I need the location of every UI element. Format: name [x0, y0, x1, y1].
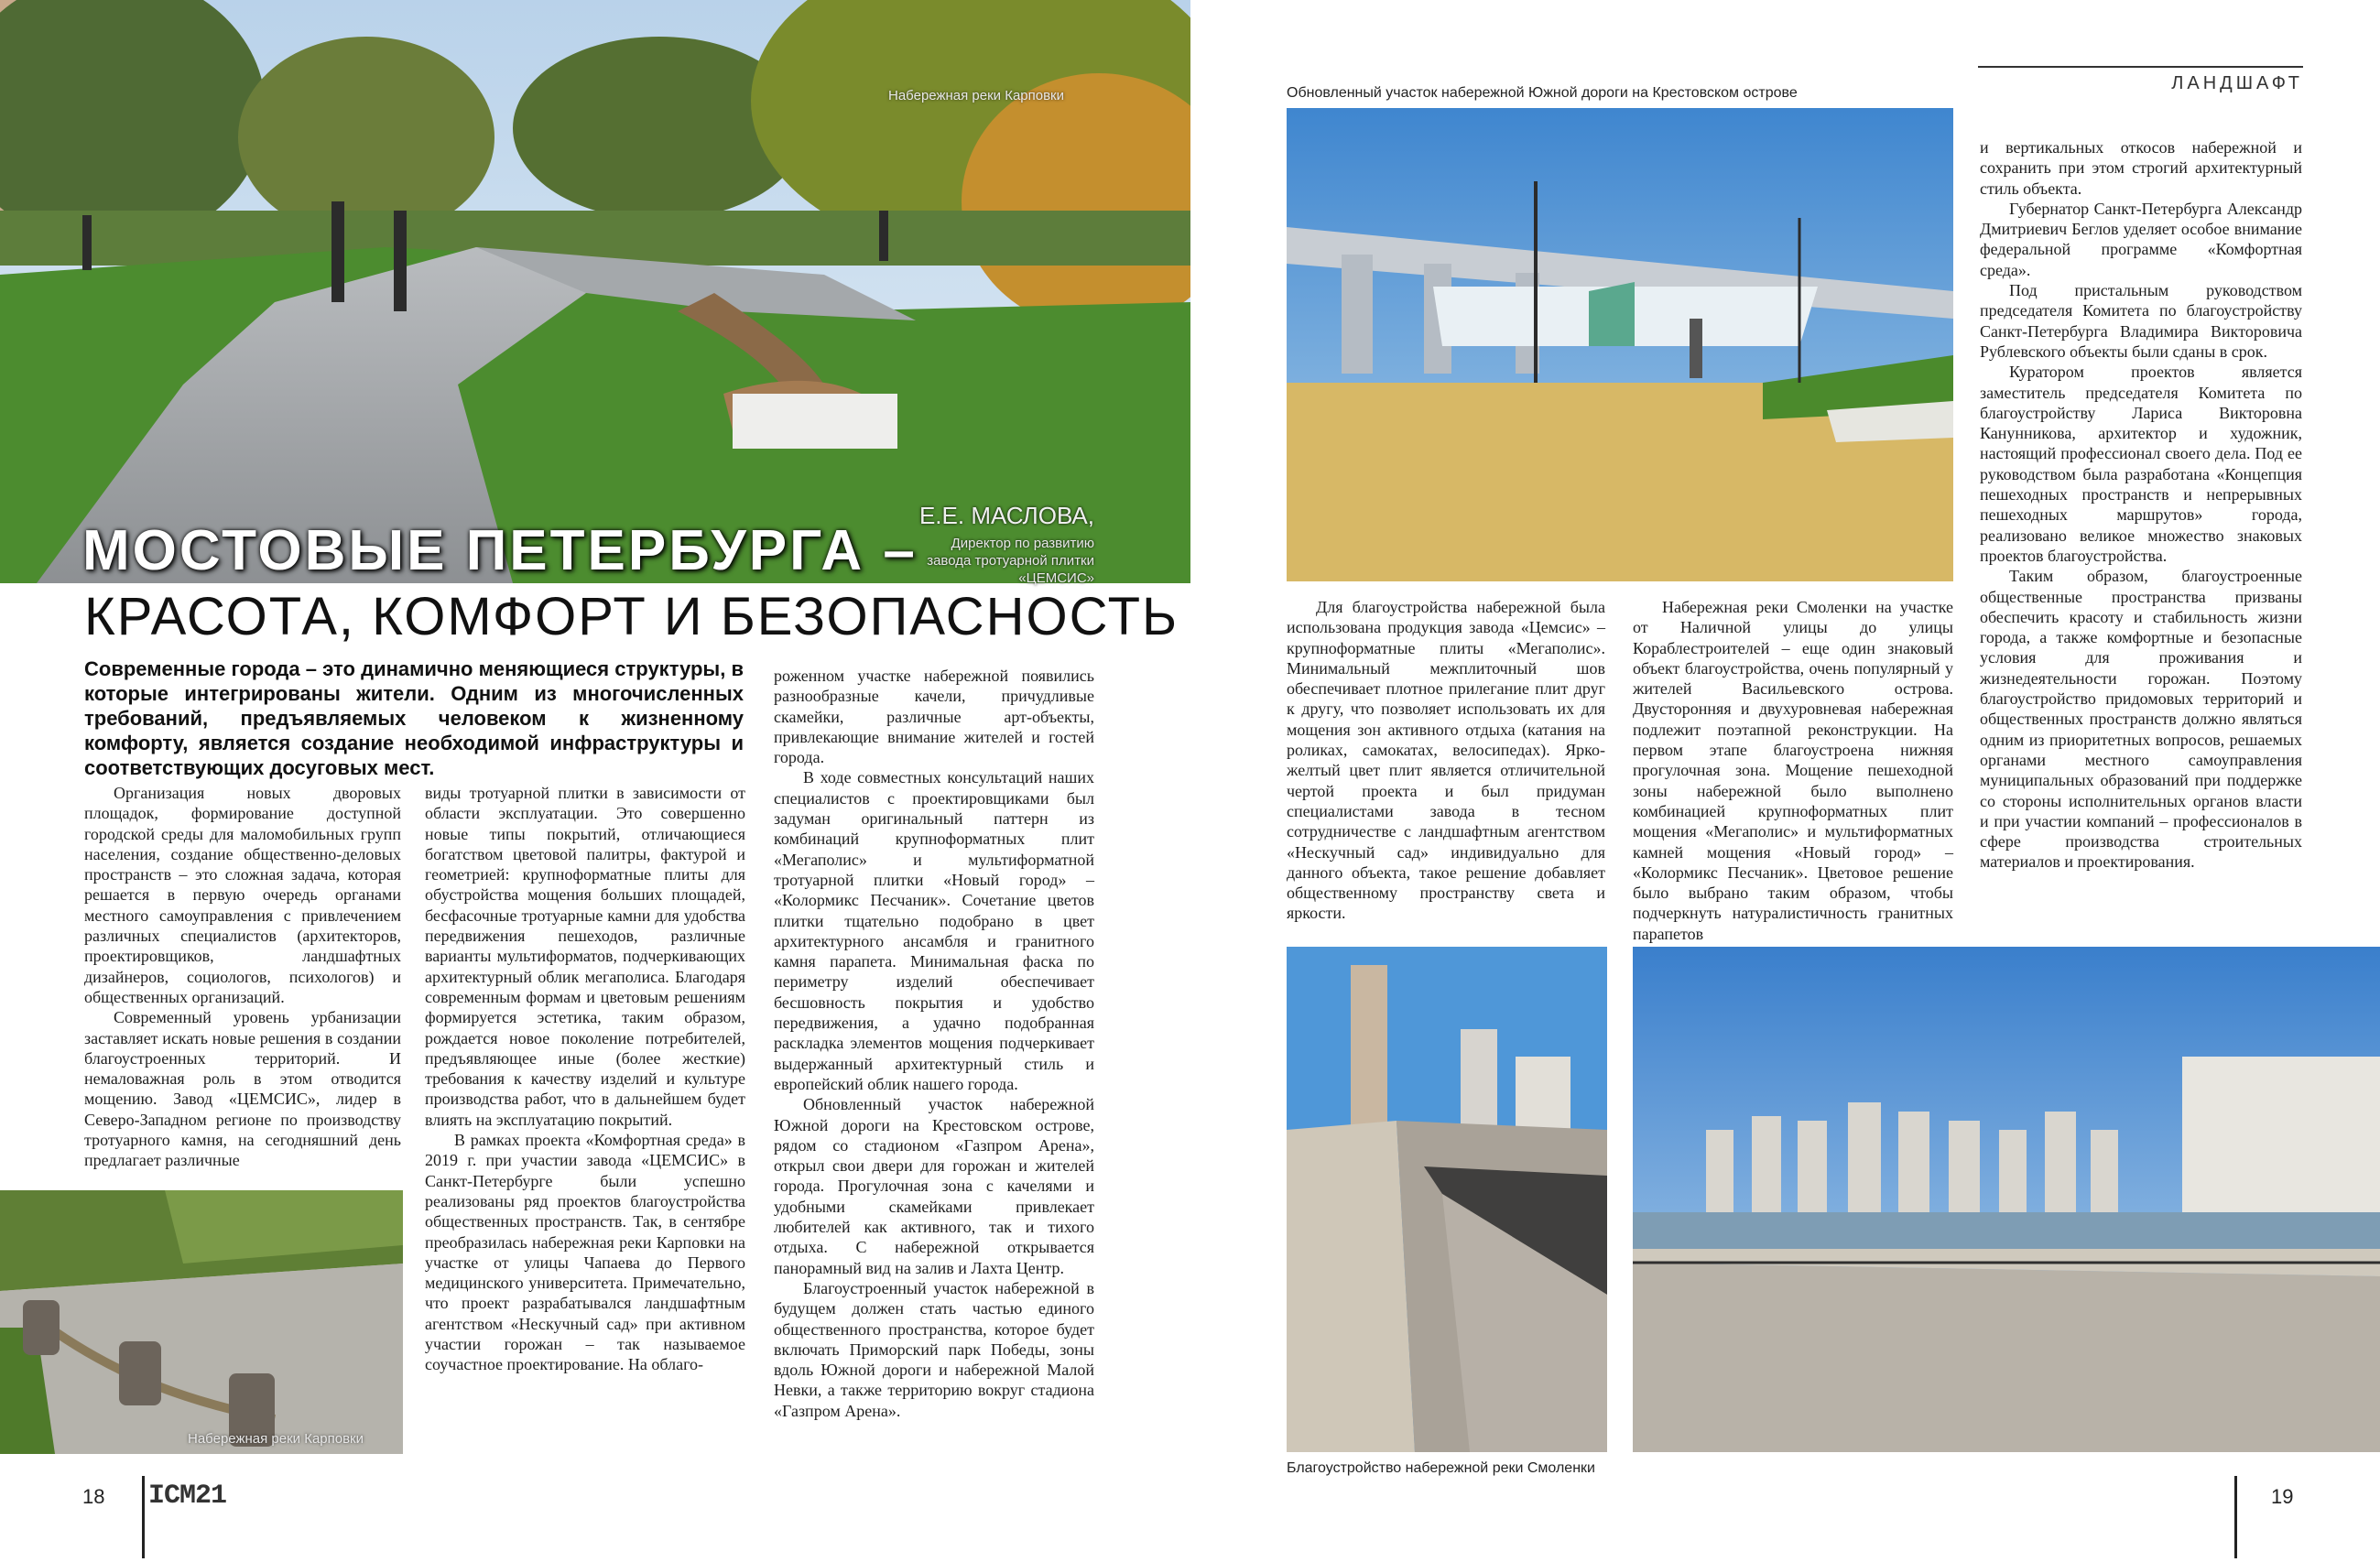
- paragraph: В ходе совместных консультаций наших специалистов с проектировщиками был задуман оригинальный паттерн из комбинаций крупноформатных плит «Мегаполис» и мультиформатной тротуарной плитки «Новый город» – «Колормикс Песчаник». Сочетание цветов плитки тщательно подобрано в цвет архитектурного ансамбля и гранитного камня парапета. Минимальная фаска по периметру изделий обеспечивает бесшовность покрытия и удобство передвижения, а удачно подобранная раскладка элементов мощения подчеркивает выдержанный архитектурный стиль и европейский облик нашего города.: [774, 768, 1094, 1093]
- smolenka-1-image: [1287, 947, 1607, 1452]
- article-title-line2: КРАСОТА, КОМФОРТ И БЕЗОПАСНОСТЬ: [84, 587, 1179, 646]
- smolenka-2-image: [1633, 947, 2380, 1452]
- paragraph: Таким образом, благоустроенные общественные пространства призваны обеспечить красоту и стабильность жизни города, а также комфортные и безопасные условия для проживания и жизнедеятельности горожан. Поэтому благоустройство придомовых территорий и общественных пространств должно являться одним из приоритетных вопросов, решаемых органами местного самоуправления муниципальных образований при поддержке со стороны исполнительных органов власти и при участии компаний – профессионалов в сфере производства строительных материалов и проектирования.: [1980, 567, 2302, 872]
- hero-photo-caption: Набережная реки Карповки: [888, 88, 1064, 103]
- article-title-line1: МОСТОВЫЕ ПЕТЕРБУРГА –: [82, 519, 918, 582]
- author-role: Директор по развитию завода тротуарной плитки «ЦЕМСИС»: [927, 536, 1094, 586]
- article-lead: Современные города – это динамично меняющиеся структуры, в которые интегрированы жители. Одним из многочисленных требований, предъявляемых человеком к жизненному комфорту, является создание необходимой инфраструктуры и соответствующих досуговых мест.: [84, 657, 744, 779]
- paragraph: Набережная реки Смоленки на участке от Наличной улицы до улицы Кораблестроителей – еще один знаковый объект благоустройства, очень популярный у жителей Васильевского острова. Двусторонняя и двухуровневая набережная подлежит поэтапной реконструкции. На первом этапе благоустроена нижняя прогулочная зона. Мощение пешеходной зоны набережной было выполнено комбинацией крупноформатных плит мощения «Мегаполис» и мультиформатных камней мощения «Новый город» – «Колормикс Песчаник». Цветовое решение было выбрано таким образом, чтобы подчеркнуть натуралистичность гранитных парапетов: [1633, 598, 1953, 943]
- paragraph: В рамках проекта «Комфортная среда» в 2019 г. при участии завода «ЦЕМСИС» в Санкт-Петербурге были успешно реализованы ряд проектов благоустройства общественных пространств. Так, в сентябре преобразилась набережная реки Карповки на участке от улицы Чапаева до Первого медицинского университета. Примечательно, что проект разрабатывался ландшафтным агентством «Нескучный сад» при активном участии горожан – так называемое соучастное проектирование. На облаго-: [425, 1131, 745, 1374]
- photo-bollards: [0, 1190, 403, 1454]
- paragraph: и вертикальных откосов набережной и сохранить при этом строгий архитектурный стиль объекта.: [1980, 138, 2302, 198]
- left-column-2: [425, 783, 745, 1375]
- paragraph: Куратором проектов является заместитель председателя Комитета по благоустройству Лариса Викторовна Канунникова, архитектор и художник, настоящий профессионал своего дела. Под ее руководством была разработана «Концепция пешеходных пространств и непрерывных пешеходных маршрутов» города, реализовано великое множество знаковых проектов благоустройства.: [1980, 363, 2302, 565]
- paragraph: Губернатор Санкт-Петербурга Александр Дмитриевич Беглов уделяет особое внимание федеральной программе «Комфортная среда».: [1980, 199, 2302, 279]
- photo-krestovsky: [1287, 108, 1953, 581]
- footer-rule-left: [142, 1476, 145, 1558]
- top-photo-caption: Обновленный участок набережной Южной дороги на Крестовском острове: [1287, 85, 1798, 101]
- paragraph: Современный уровень урбанизации заставляет искать новые решения в создании благоустроенных территорий. И немаловажная роль в этом отводится мощению. Завод «ЦЕМСИС», лидер в Северо-Западном регионе по производству тротуарного камня, на сегодняшний день предлагает различные: [84, 1008, 401, 1170]
- left-column-1: [84, 783, 401, 1171]
- paragraph: виды тротуарной плитки в зависимости от области эксплуатации. Это совершенно новые типы покрытий, отличающиеся богатством цветовой палитры, фактурой и геометрией: крупноформатные плиты для обустройства мощения больших площадей, бесфасочные тротуарные камни для удобства передвижения пешеходов, различные варианты мультиформатов, подчеркивающих архитектурный облик мегаполиса. Благодаря современным формам и цветовым решениям формируется эстетика, таким образом, рождается новое поколение потребителей, предъявляющее иные (более жесткие) требования к качеству изделий и культуре производства работ, что в дальнейшем будет влиять на эксплуатацию покрытий.: [425, 784, 745, 1129]
- paragraph: Организация новых дворовых площадок, формирование доступной городской среды для маломобильных групп населения, создание общественно-деловых пространств – это сложная задача, которая решается в первую очередь органами местного самоуправления с привлечением различных специалистов (архитекторов, проектировщиков, ландшафтных дизайнеров, социологов, психологов) и общественных организаций.: [84, 784, 401, 1006]
- paragraph: Для благоустройства набережной была использована продукция завода «Цемсис» – крупноформатные плиты «Мегаполис». Минимальный межплиточный шов обеспечивает плотное прилегание плит друг к другу, что позволяет использовать их для мощения зон активного отдыха (катания на роликах, самокатах, велосипедах). Ярко-желтый цвет плит является отличительной чертой проекта и был придуман специалистами завода в тесном сотрудничестве с ландшафтным агентством «Нескучный сад» индивидуально для данного объекта, такое решение добавляет общественному пространству света и яркости.: [1287, 598, 1605, 923]
- krestovsky-image: [1287, 108, 1953, 581]
- page-number-right: 19: [2271, 1485, 2294, 1508]
- bottom-right-caption: Благоустройство набережной реки Смоленки: [1287, 1460, 1595, 1476]
- page-number-left: 18: [82, 1485, 105, 1508]
- photo-smolenka-1: [1287, 947, 1607, 1452]
- paragraph: Благоустроенный участок набережной в будущем должен стать частью единого общественного пространства, которое будет включать Приморский парк Победы, зоны вдоль Южной дороги и набережной Малой Невки, а также территорию вокруг стадиона «Газпром Арена».: [774, 1278, 1094, 1420]
- section-tag: ЛАНДШАФТ: [1978, 66, 2303, 94]
- magazine-logo: ICM21: [148, 1481, 227, 1512]
- footer-rule-right: [2234, 1476, 2237, 1558]
- paragraph: Под пристальным руководством председателя Комитета по благоустройству Санкт-Петербурга Владимира Викторовича Рублевского объекты были сданы в срок.: [1980, 281, 2302, 361]
- author-name: Е.Е. МАСЛОВА,: [918, 502, 1094, 529]
- photo-smolenka-2: [1633, 947, 2380, 1452]
- bottom-photo-caption: Набережная реки Карповки: [188, 1431, 364, 1447]
- bollards-image: [0, 1190, 403, 1454]
- right-column-2: [1633, 597, 1953, 944]
- left-column-3: [774, 666, 1094, 1421]
- paragraph: Обновленный участок набережной Южной дороги на Крестовском острове, рядом со стадионом «Газпром Арена», открыл свои двери для горожан и жителей города. Прогулочная зона с качелями и удобными скамейками привлекает любителей как активного, так и тихого отдыха. С набережной открывается панорамный вид на залив и Лахта Центр.: [774, 1095, 1094, 1277]
- paragraph: роженном участке набережной появились разнообразные качели, причудливые скамейки, различные арт-объекты, привлекающие внимание жителей и гостей города.: [774, 667, 1094, 767]
- right-column-3: [1980, 137, 2302, 873]
- right-column-1: [1287, 597, 1605, 924]
